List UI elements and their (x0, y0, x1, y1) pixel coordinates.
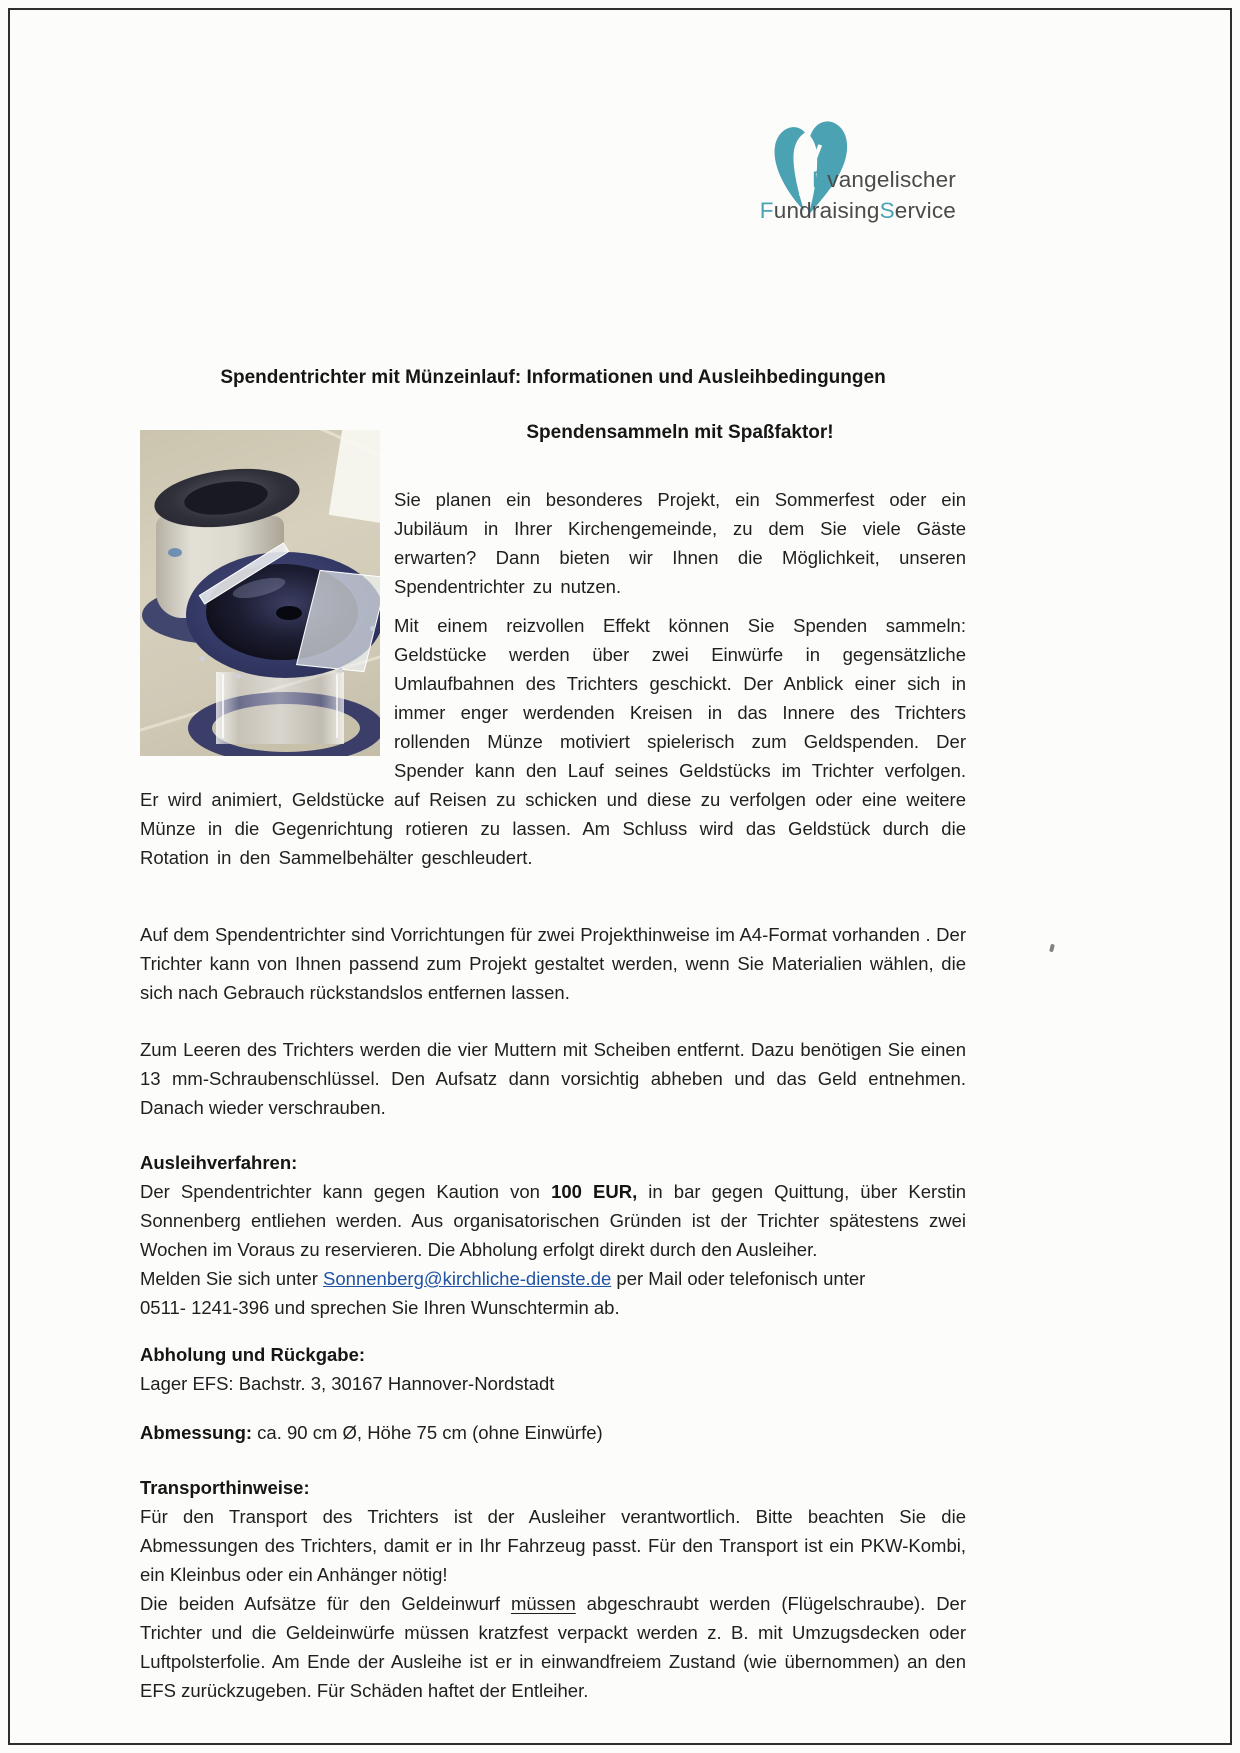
kontakt-text-pre: Melden Sie sich unter (140, 1268, 324, 1289)
paragraph-leeren: Zum Leeren des Trichters werden die vier Muttern mit Scheiben entfernt. Dazu benötigen Sie einen 13 mm-Schraubenschlüssel. Den Aufsatz dann vorsichtig abheben und das Geld entnehmen. Danach wieder verschrauben. (140, 1039, 966, 1118)
page-title: Spendentrichter mit Münzeinlauf: Informationen und Ausleihbedingungen (220, 367, 886, 388)
front-funnel-rod (336, 674, 338, 738)
front-funnel-center-hole (276, 606, 302, 620)
efs-logo (759, 112, 964, 240)
paragraph-kontakt (140, 1264, 966, 1293)
logo-accent-f: F (759, 198, 774, 223)
paragraph-lager: Lager EFS: Bachstr. 3, 30167 Hannover-Nordstadt (140, 1373, 555, 1394)
logo-accent-e: E (812, 167, 828, 192)
photo-light-patch (329, 430, 380, 524)
paragraph-telefon: 0511- 1241-396 und sprechen Sie Ihren Wunschtermin ab. (140, 1297, 620, 1318)
front-funnel-cylinder (216, 672, 344, 744)
transport-text-post: abgeschraubt werden (Flügelschraube). Der Trichter und die Geldeinwürfe müssen kratzfest verpackt werden z. B. mit Umzugsdecken oder Luftpolsterfolie. Am Ende der Ausleihe ist er in einwandfreiem Zustand (wie übernommen) an den EFS zurückzugeben. Für Schäden haftet der Entleiher. (140, 1593, 966, 1701)
scan-artifact (1049, 944, 1055, 953)
screw-dot (338, 668, 343, 673)
screw-dot (370, 626, 375, 631)
product-photo (140, 430, 380, 756)
logo-rest-1: vangelischer (827, 167, 956, 192)
paragraph-transport-2 (140, 1589, 966, 1705)
screw-dot (200, 656, 205, 661)
email-link[interactable]: Sonnenberg@kirchliche-dienste.de (323, 1268, 612, 1289)
logo-line-2 (760, 195, 956, 226)
heading-ausleihverfahren: Ausleihverfahren: (140, 1152, 298, 1173)
logo-rest-2: undraising (773, 198, 880, 223)
transport-text-pre: Die beiden Aufsätze für den Geldeinwurf (140, 1593, 511, 1614)
kaution-text-post: in bar gegen Quittung, über Kerstin Sonnenberg entliehen werden. Aus organisatorischen Gründen ist der Trichter spätestens zwei Wochen im Voraus zu reservieren. Die Abholung erfolgt direkt durch den Ausleiher. (140, 1181, 966, 1260)
logo-line-1 (760, 164, 956, 195)
abmessung-label: Abmessung: (140, 1422, 253, 1443)
logo-text (760, 164, 956, 226)
kaution-amount: 100 EUR, (551, 1181, 638, 1202)
transport-muessen-underlined: müssen (510, 1593, 576, 1614)
kaution-text-pre: Der Spendentrichter kann gegen Kaution von (140, 1181, 552, 1202)
abmessung-text: ca. 90 cm Ø, Höhe 75 cm (ohne Einwürfe) (252, 1422, 603, 1443)
screw-dot (236, 674, 241, 679)
intro-paragraph-2: Mit einem reizvollen Effekt können Sie Spenden sammeln: Geldstücke werden über zwei Einwürfe in gegensätzliche Umlaufbahnen des Trichters geschickt. Der Anblick einer sich in immer enger werdenden Kreisen in das Innere des Trichters rollenden Münze motiviert spielerisch zum Geldspenden. Der Spender kann den Lauf seines Geldstücks im Trichter verfolgen. Er wird animiert, Geldstücke auf Reisen zu schicken und diese zu verfolgen oder eine weitere Münze in die Gegenrichtung rotieren zu lassen. Am Schluss wird das Geldstück durch die Rotation in den Sammelbehälter geschleudert. (140, 615, 966, 868)
paragraph-projekthinweise: Auf dem Spendentrichter sind Vorrichtungen für zwei Projekthinweise im A4-Format vorhanden . Der Trichter kann von Ihnen passend zum Projekt gestaltet werden, wenn Sie Materialien wählen, die sich nach Gebrauch rückstandslos entfernen lassen. (140, 924, 966, 1003)
logo-accent-s: S (879, 198, 895, 223)
paragraph-transport-1: Für den Transport des Trichters ist der Ausleiher verantwortlich. Bitte beachten Sie die Abmessungen des Trichters, damit er in Ihr Fahrzeug passt. Für den Transport ist ein PKW-Kombi, ein Kleinbus oder ein Anhänger nötig! (140, 1506, 966, 1585)
document-body (140, 363, 966, 1705)
paragraph-abmessung (140, 1418, 966, 1447)
heading-abholung: Abholung und Rückgabe: (140, 1344, 366, 1365)
paragraph-kaution (140, 1177, 966, 1264)
intro-paragraph-1: Sie planen ein besonderes Projekt, ein Sommerfest oder ein Jubiläum in Ihrer Kirchengemeinde, zu dem Sie viele Gäste erwarten? Dann bieten wir Ihnen die Möglichkeit, unseren Spendentrichter zu nutzen. (394, 489, 966, 597)
front-funnel-rod (222, 674, 224, 738)
kontakt-text-post: per Mail oder telefonisch unter (611, 1268, 866, 1289)
logo-rest-3: ervice (894, 198, 956, 223)
back-funnel-label-smudge (168, 548, 182, 557)
heading-transporthinweise: Transporthinweise: (140, 1477, 310, 1498)
document-subtitle: Spendensammeln mit Spaßfaktor! (526, 422, 834, 443)
